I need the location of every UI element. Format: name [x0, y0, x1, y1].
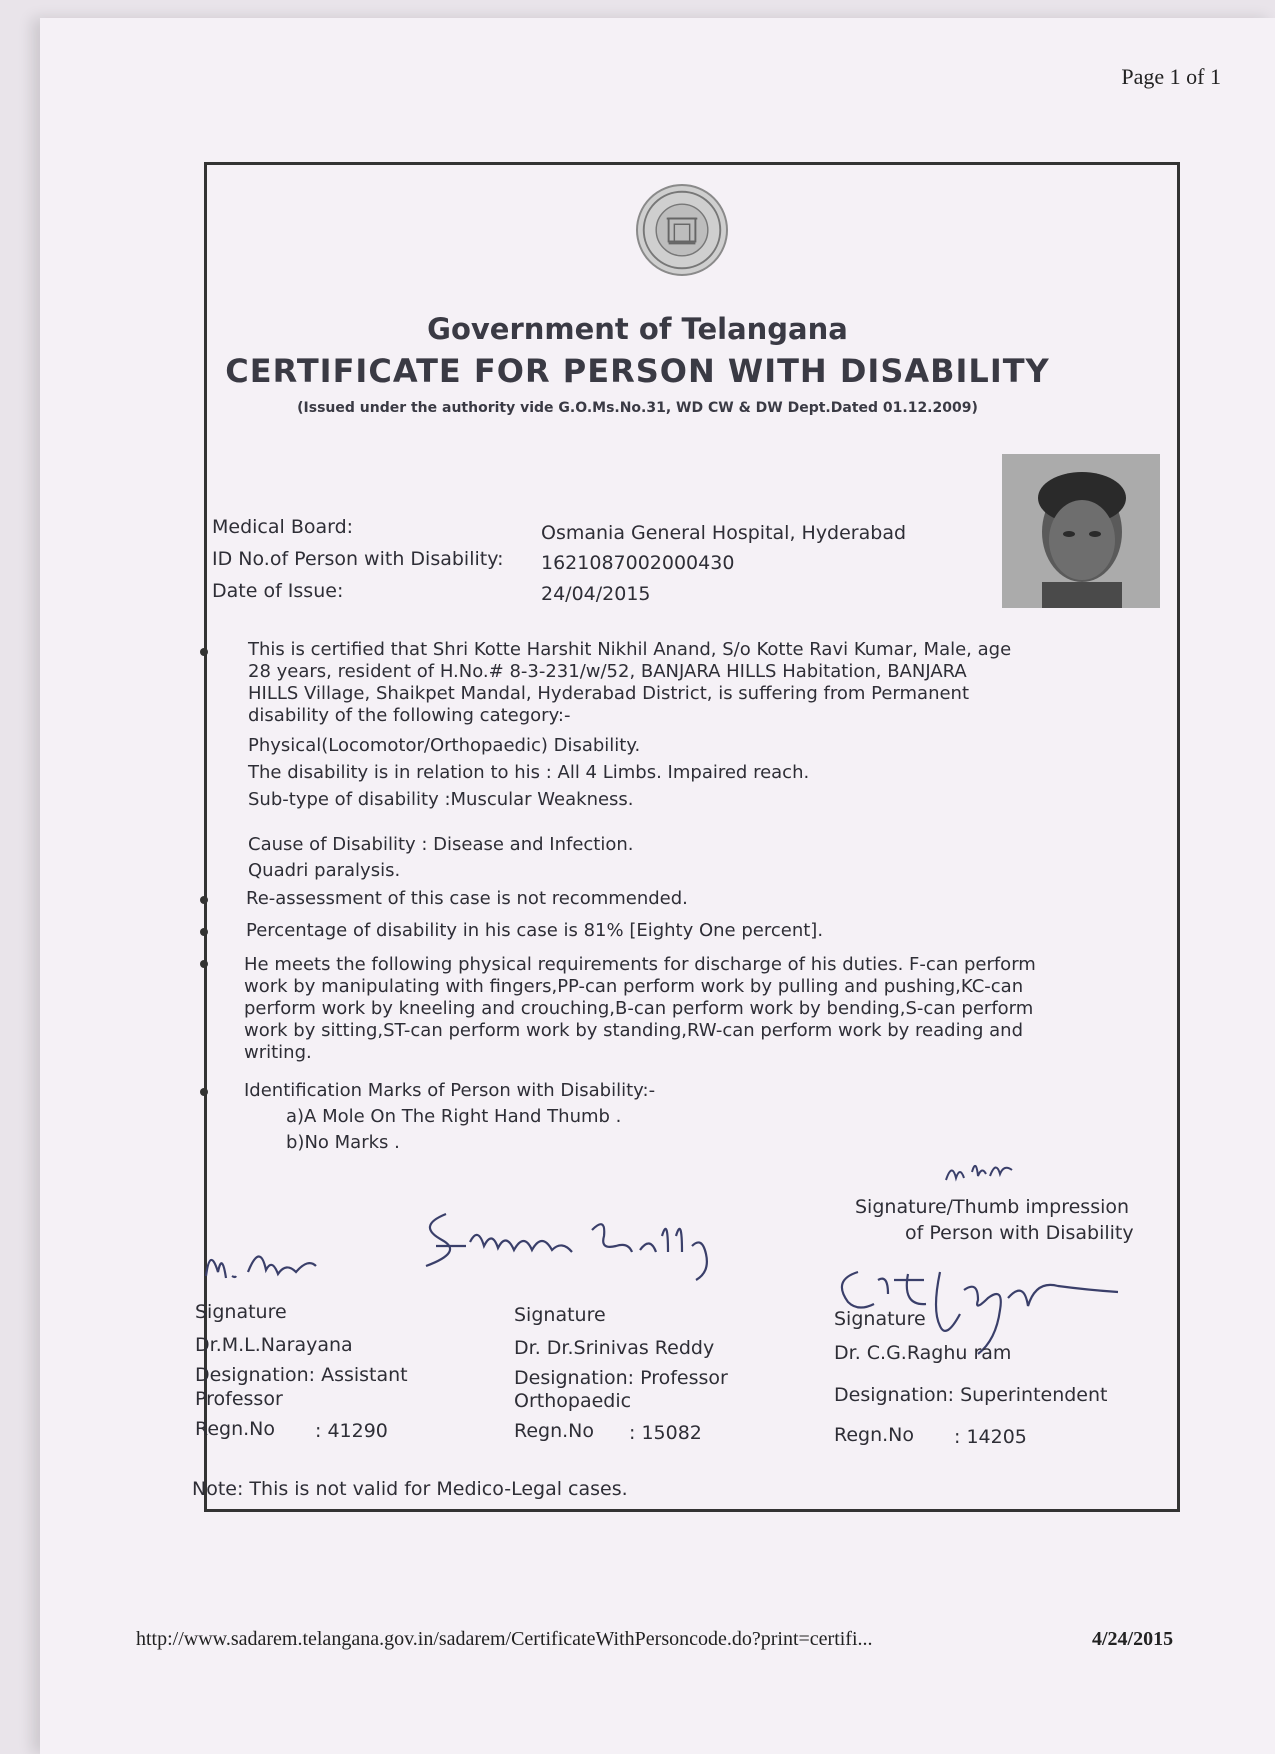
cause-line-2: Quadri paralysis.	[248, 860, 401, 881]
signature-handwriting-1	[196, 1232, 346, 1300]
person-signature-label-2: of Person with Disability	[905, 1222, 1134, 1244]
signatory-name-3: Dr. C.G.Raghu ram	[834, 1342, 1012, 1364]
requirements-line-5: writing.	[244, 1042, 312, 1063]
signatory-designation-3: Designation: Superintendent	[834, 1384, 1108, 1406]
cert-line-2: 28 years, resident of H.No.# 8-3-231/w/52, BANJARA HILLS Habitation, BANJARA	[248, 661, 967, 682]
signature-label-3: Signature	[834, 1308, 926, 1330]
cert-line-3: HILLS Village, Shaikpet Mandal, Hyderabad District, is suffering from Permanent	[248, 683, 970, 704]
id-value: 1621087002000430	[541, 552, 735, 574]
requirements-line-2: work by manipulating with fingers,PP-can perform work by pulling and pushing,KC-can	[244, 976, 1024, 997]
identification-marks-title: Identification Marks of Person with Disability:-	[244, 1080, 656, 1101]
signatory-designation-2b: Orthopaedic	[514, 1390, 632, 1412]
signature-handwriting-2	[406, 1196, 766, 1290]
signature-label-2: Signature	[514, 1304, 606, 1326]
person-signature-handwriting	[942, 1152, 1022, 1193]
requirements-line-1: He meets the following physical requirements for discharge of his duties. F-can perform	[244, 954, 1036, 975]
signatory-name-2: Dr. Dr.Srinivas Reddy	[514, 1337, 715, 1359]
cert-line-6: The disability is in relation to his : All 4 Limbs. Impaired reach.	[248, 762, 810, 783]
person-photo	[1002, 454, 1160, 608]
signature-label-1: Signature	[195, 1301, 287, 1323]
certificate-title: CERTIFICATE FOR PERSON WITH DISABILITY	[225, 352, 1050, 390]
bullet	[200, 648, 208, 656]
signatory-designation-2: Designation: Professor	[514, 1367, 728, 1389]
signatory-designation-1b: Professor	[195, 1388, 283, 1410]
date-label: Date of Issue:	[212, 580, 344, 602]
date-value: 24/04/2015	[541, 583, 651, 605]
cause-line-1: Cause of Disability : Disease and Infection.	[248, 834, 634, 855]
person-signature-label-1: Signature/Thumb impression	[855, 1196, 1130, 1218]
signatory-regn-value-1: : 41290	[315, 1420, 388, 1442]
signatory-name-1: Dr.M.L.Narayana	[195, 1334, 353, 1356]
authority-line: (Issued under the authority vide G.O.Ms.No.31, WD CW & DW Dept.Dated 01.12.2009)	[297, 400, 978, 416]
bullet	[200, 1088, 208, 1096]
signatory-regn-value-3: : 14205	[954, 1426, 1027, 1448]
bullet	[200, 928, 208, 936]
cert-line-4: disability of the following category:-	[248, 705, 571, 726]
bullet	[200, 960, 208, 968]
telangana-emblem-icon	[636, 184, 728, 276]
bullet	[200, 896, 208, 904]
cert-line-7: Sub-type of disability :Muscular Weakness.	[248, 789, 634, 810]
signatory-regn-label-2: Regn.No	[514, 1420, 595, 1442]
requirements-line-3: perform work by kneeling and crouching,B-can perform work by bending,S-can perform	[244, 998, 1034, 1019]
id-label: ID No.of Person with Disability:	[212, 548, 504, 570]
footer-url: http://www.sadarem.telangana.gov.in/sadarem/CertificateWithPersoncode.do?print=certifi...	[136, 1628, 873, 1650]
signatory-designation-1: Designation: Assistant	[195, 1364, 408, 1386]
medical-board-value: Osmania General Hospital, Hyderabad	[541, 522, 907, 544]
percentage-text: Percentage of disability in his case is 81% [Eighty One percent].	[246, 920, 824, 941]
signatory-regn-label-3: Regn.No	[834, 1424, 915, 1446]
cert-line-5: Physical(Locomotor/Orthopaedic) Disability.	[248, 735, 641, 756]
cert-line-1: This is certified that Shri Kotte Harshit Nikhil Anand, S/o Kotte Ravi Kumar, Male, age	[248, 639, 1012, 660]
identification-mark-b: b)No Marks .	[286, 1132, 400, 1153]
identification-mark-a: a)A Mole On The Right Hand Thumb .	[286, 1106, 622, 1127]
page-number: Page 1 of 1	[1121, 64, 1221, 89]
footer-date: 4/24/2015	[1092, 1628, 1174, 1650]
requirements-line-4: work by sitting,ST-can perform work by standing,RW-can perform work by reading and	[244, 1020, 1024, 1041]
validity-note: Note: This is not valid for Medico-Legal cases.	[192, 1478, 628, 1500]
signatory-regn-label-1: Regn.No	[195, 1418, 276, 1440]
medical-board-label: Medical Board:	[212, 516, 354, 538]
signatory-regn-value-2: : 15082	[629, 1422, 702, 1444]
government-title: Government of Telangana	[427, 312, 848, 346]
reassessment-text: Re-assessment of this case is not recommended.	[246, 888, 688, 909]
